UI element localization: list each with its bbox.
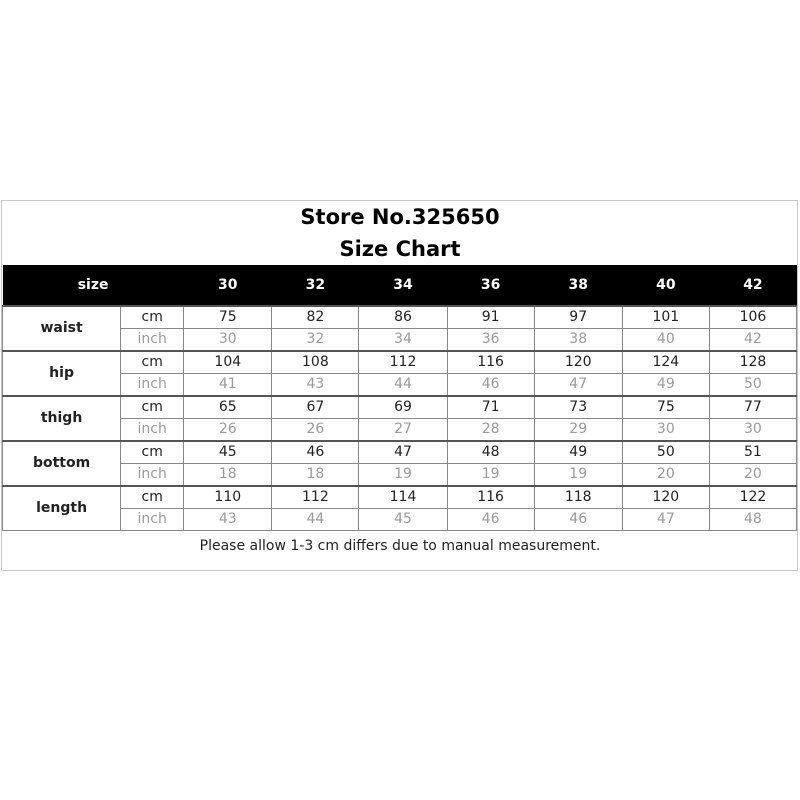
cell: 46 bbox=[534, 509, 622, 531]
cell: 44 bbox=[359, 374, 447, 397]
cell: 49 bbox=[534, 441, 622, 464]
cell: 97 bbox=[534, 306, 622, 329]
header-size-32: 32 bbox=[272, 265, 359, 306]
cell: 104 bbox=[184, 351, 272, 374]
header-size-36: 36 bbox=[447, 265, 534, 306]
cell: 50 bbox=[709, 374, 796, 397]
unit-inch: inch bbox=[121, 329, 184, 352]
cell: 26 bbox=[272, 419, 359, 442]
cell: 43 bbox=[184, 509, 272, 531]
cell: 110 bbox=[184, 486, 272, 509]
size-table bbox=[2, 265, 797, 531]
table-row bbox=[3, 441, 797, 464]
header-size-40: 40 bbox=[622, 265, 709, 306]
unit-inch: inch bbox=[121, 464, 184, 487]
table-row bbox=[3, 351, 797, 374]
header-size-42: 42 bbox=[709, 265, 796, 306]
header-size-label: size bbox=[3, 265, 184, 306]
cell: 36 bbox=[447, 329, 534, 352]
cell: 48 bbox=[709, 509, 796, 531]
cell: 122 bbox=[709, 486, 796, 509]
cell: 82 bbox=[272, 306, 359, 329]
unit-inch: inch bbox=[121, 509, 184, 531]
table-body bbox=[3, 306, 797, 531]
cell: 69 bbox=[359, 396, 447, 419]
cell: 114 bbox=[359, 486, 447, 509]
cell: 46 bbox=[447, 374, 534, 397]
cell: 41 bbox=[184, 374, 272, 397]
header-size-38: 38 bbox=[534, 265, 622, 306]
cell: 65 bbox=[184, 396, 272, 419]
cell: 34 bbox=[359, 329, 447, 352]
cell: 124 bbox=[622, 351, 709, 374]
cell: 51 bbox=[709, 441, 796, 464]
table-row bbox=[3, 419, 797, 442]
cell: 48 bbox=[447, 441, 534, 464]
cell: 47 bbox=[622, 509, 709, 531]
cell: 44 bbox=[272, 509, 359, 531]
cell: 128 bbox=[709, 351, 796, 374]
cell: 112 bbox=[272, 486, 359, 509]
table-row bbox=[3, 464, 797, 487]
measure-label-waist: waist bbox=[3, 306, 121, 351]
measure-label-length: length bbox=[3, 486, 121, 531]
cell: 32 bbox=[272, 329, 359, 352]
store-title: Store No.325650 bbox=[300, 205, 500, 229]
cell: 29 bbox=[534, 419, 622, 442]
cell: 75 bbox=[184, 306, 272, 329]
cell: 20 bbox=[709, 464, 796, 487]
cell: 38 bbox=[534, 329, 622, 352]
cell: 50 bbox=[622, 441, 709, 464]
cell: 20 bbox=[622, 464, 709, 487]
cell: 116 bbox=[447, 351, 534, 374]
cell: 18 bbox=[184, 464, 272, 487]
cell: 73 bbox=[534, 396, 622, 419]
header-size-34: 34 bbox=[359, 265, 447, 306]
cell: 108 bbox=[272, 351, 359, 374]
measure-label-hip: hip bbox=[3, 351, 121, 396]
cell: 101 bbox=[622, 306, 709, 329]
header-row bbox=[3, 265, 797, 306]
cell: 19 bbox=[359, 464, 447, 487]
unit-cm: cm bbox=[121, 441, 184, 464]
cell: 45 bbox=[184, 441, 272, 464]
cell: 30 bbox=[184, 329, 272, 352]
cell: 40 bbox=[622, 329, 709, 352]
cell: 19 bbox=[447, 464, 534, 487]
cell: 43 bbox=[272, 374, 359, 397]
cell: 26 bbox=[184, 419, 272, 442]
cell: 19 bbox=[534, 464, 622, 487]
table-header bbox=[3, 265, 797, 306]
measurement-note: Please allow 1-3 cm differs due to manual measurement. bbox=[199, 538, 601, 554]
table-row bbox=[3, 486, 797, 509]
chart-title: Size Chart bbox=[339, 237, 461, 261]
unit-cm: cm bbox=[121, 396, 184, 419]
cell: 120 bbox=[622, 486, 709, 509]
header-size-30: 30 bbox=[184, 265, 272, 306]
cell: 71 bbox=[447, 396, 534, 419]
cell: 112 bbox=[359, 351, 447, 374]
unit-inch: inch bbox=[121, 419, 184, 442]
cell: 18 bbox=[272, 464, 359, 487]
table-row bbox=[3, 509, 797, 531]
cell: 67 bbox=[272, 396, 359, 419]
cell: 30 bbox=[709, 419, 796, 442]
cell: 27 bbox=[359, 419, 447, 442]
cell: 45 bbox=[359, 509, 447, 531]
cell: 42 bbox=[709, 329, 796, 352]
measure-label-bottom: bottom bbox=[3, 441, 121, 486]
cell: 49 bbox=[622, 374, 709, 397]
cell: 47 bbox=[359, 441, 447, 464]
cell: 30 bbox=[622, 419, 709, 442]
unit-cm: cm bbox=[121, 486, 184, 509]
cell: 46 bbox=[272, 441, 359, 464]
table-row bbox=[3, 396, 797, 419]
cell: 118 bbox=[534, 486, 622, 509]
unit-inch: inch bbox=[121, 374, 184, 397]
table-row bbox=[3, 329, 797, 352]
cell: 120 bbox=[534, 351, 622, 374]
cell: 47 bbox=[534, 374, 622, 397]
table-row bbox=[3, 306, 797, 329]
unit-cm: cm bbox=[121, 351, 184, 374]
cell: 106 bbox=[709, 306, 796, 329]
cell: 77 bbox=[709, 396, 796, 419]
cell: 46 bbox=[447, 509, 534, 531]
cell: 75 bbox=[622, 396, 709, 419]
unit-cm: cm bbox=[121, 306, 184, 329]
cell: 91 bbox=[447, 306, 534, 329]
measure-label-thigh: thigh bbox=[3, 396, 121, 441]
cell: 116 bbox=[447, 486, 534, 509]
cell: 86 bbox=[359, 306, 447, 329]
cell: 28 bbox=[447, 419, 534, 442]
table-row bbox=[3, 374, 797, 397]
